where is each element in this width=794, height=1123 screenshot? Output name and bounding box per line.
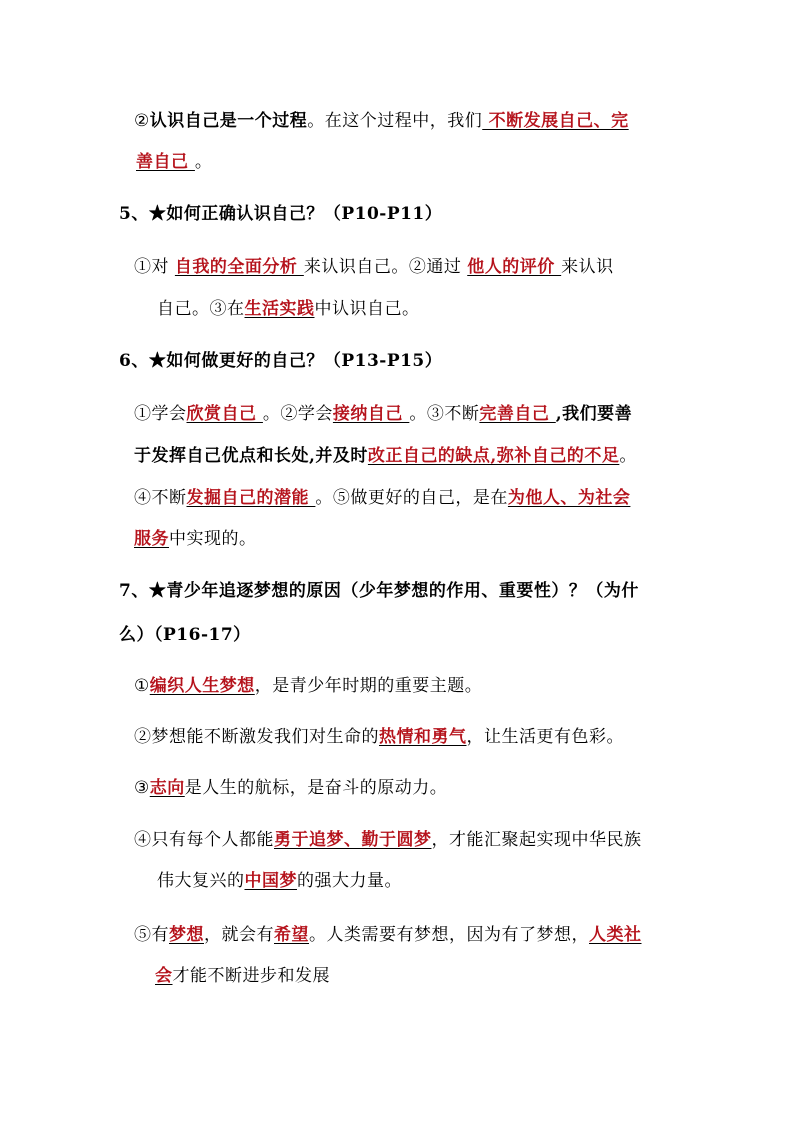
answer-fill: 人类社 (589, 925, 642, 945)
answer-fill: 他人的评价 (467, 257, 562, 277)
answer-fill: 希望 (274, 925, 309, 945)
answer-fill: 会 (155, 966, 173, 986)
question-7-title-line-1: 7、★青少年追逐梦想的原因（少年梦想的作用、重要性）？（为什 (119, 581, 639, 601)
q7-item-4-line-2: 伟大复兴的中国梦的强大力量。 (157, 871, 402, 891)
answer-fill: 完善自己 (479, 404, 556, 424)
q6-line-2: 于发挥自己优点和长处,并及时改正自己的缺点,弥补自己的不足。 (134, 446, 637, 466)
answer-fill: 欣赏自己 (186, 404, 263, 424)
q5-line-2: 自己。③在生活实践中认识自己。 (157, 299, 420, 319)
answer-fill: 服务 (134, 529, 169, 549)
answer-fill: 为他人、为社会 (507, 488, 631, 508)
q6-line-4: 服务中实现的。 (134, 529, 257, 549)
answer-fill: 中国梦 (244, 871, 297, 891)
point-2-line-1: ②认识自己是一个过程。在这个过程中，我们 不断发展自己、完 (134, 111, 629, 131)
q7-item-5-line-1: ⑤有梦想，就会有希望。人类需要有梦想，因为有了梦想，人类社 (134, 925, 642, 945)
q6-line-1: ①学会欣赏自己 。②学会接纳自己 。③不断完善自己 ,我们要善 (134, 404, 633, 424)
q7-item-5-line-2: 会才能不断进步和发展 (155, 966, 330, 986)
question-7-title-line-2: 么）（P16-17） (119, 625, 251, 645)
q7-item-1: ①编织人生梦想，是青少年时期的重要主题。 (134, 676, 483, 696)
point-2-line-2: 善自己 。 (136, 152, 213, 172)
answer-fill: 发掘自己的潜能 (186, 488, 316, 508)
q5-line-1: ①对 自我的全面分析 来认识自己。②通过 他人的评价 来认识 (134, 257, 614, 277)
answer-fill: 勇于追梦、勤于圆梦 (274, 830, 432, 850)
answer-fill: 梦想 (169, 925, 204, 945)
q6-line-3: ④不断发掘自己的潜能 。⑤做更好的自己，是在为他人、为社会 (134, 488, 631, 508)
question-6-title: 6、★如何做更好的自己？（P13-P15） (119, 351, 443, 371)
answer-fill: 接纳自己 (332, 404, 410, 424)
q7-item-3: ③志向是人生的航标，是奋斗的原动力。 (134, 778, 448, 798)
q7-item-2: ②梦想能不断激发我们对生命的热情和勇气，让生活更有色彩。 (134, 727, 624, 747)
answer-fill: 改正自己的缺点,弥补自己的不足 (367, 446, 620, 466)
answer-fill: 不断发展自己、完 (482, 111, 629, 131)
question-5-title: 5、★如何正确认识自己？（P10-P11） (119, 204, 443, 224)
answer-fill: 热情和勇气 (379, 727, 467, 747)
q7-item-4-line-1: ④只有每个人都能勇于追梦、勤于圆梦，才能汇聚起实现中华民族 (134, 830, 642, 850)
answer-fill: 自我的全面分析 (174, 257, 304, 277)
answer-fill: 编织人生梦想 (149, 676, 255, 696)
answer-fill: 善自己 (136, 152, 195, 172)
answer-fill: 志向 (149, 778, 185, 798)
answer-fill: 生活实践 (244, 299, 315, 319)
